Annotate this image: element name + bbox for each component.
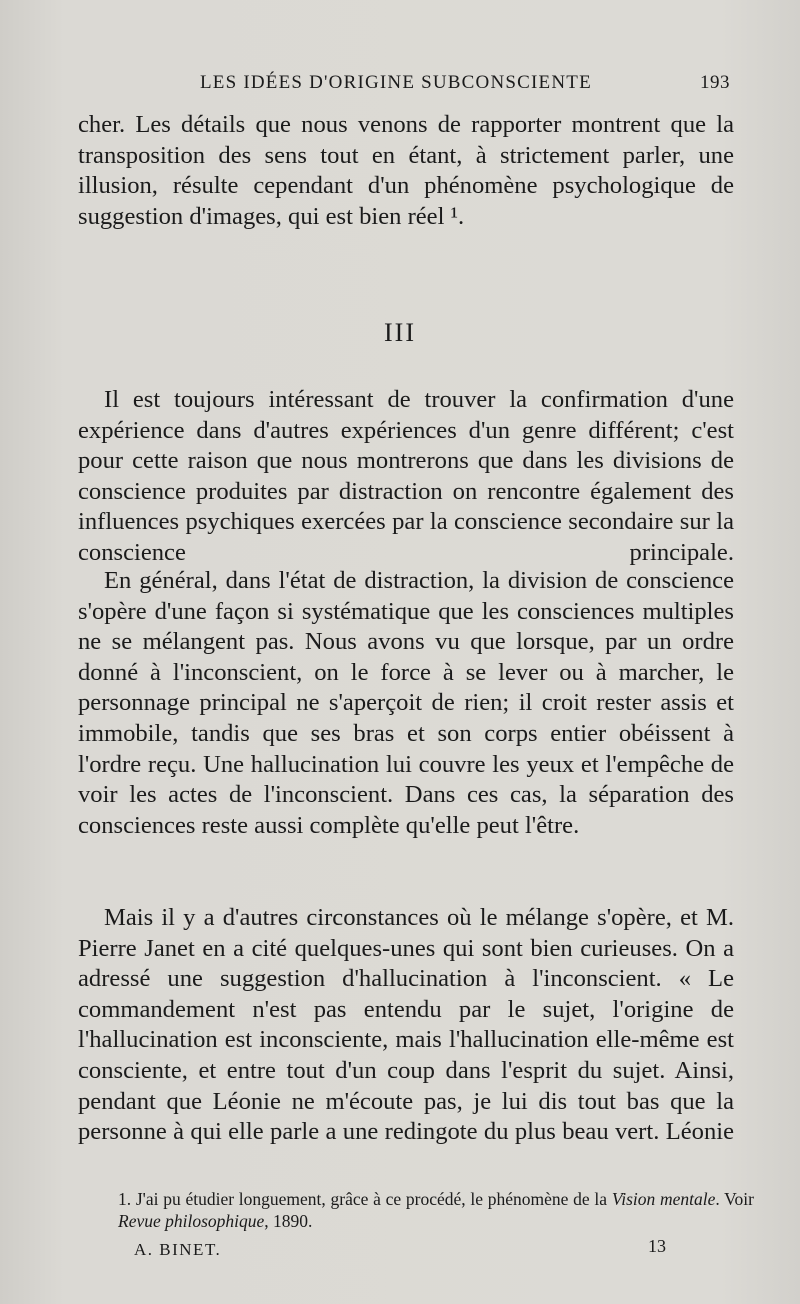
- footnote: [118, 1188, 754, 1232]
- running-title: LES IDÉES D'ORIGINE SUBCONSCIENTE: [200, 72, 592, 93]
- paragraph: Il est toujours intéressant de trouver la confirmation d'une expérience dans d'autres expériences d'un genre différent; c'est pour cette raison que nous montrerons que dans les divisions de conscience produites par distraction on rencontre également des influences psychiques exercées par la conscience secondaire sur la conscience principale.: [78, 386, 734, 566]
- footnote-marker: 1.: [118, 1189, 132, 1209]
- footer-author: A. BINET.: [134, 1240, 222, 1259]
- paragraph-continuation: cher. Les détails que nous venons de rapporter montrent que la transposition des sens tout en étant, à strictement parler, une illusion, résulte cependant d'un phénomène psychologique de suggestion d'images, qui est bien réel ¹.: [78, 111, 734, 230]
- footnote-text: J'ai pu étudier longuement, grâce à ce procédé, le phénomène de la: [135, 1189, 608, 1209]
- footnote-text: , 1890.: [264, 1211, 313, 1231]
- section-heading: III: [384, 318, 416, 347]
- paragraph: Mais il y a d'autres circonstances où le mélange s'opère, et M. Pierre Janet en a cité quelques-unes qui sont bien curieuses. On a adressé une suggestion d'hallucination à l'inconscient. « Le commandement n'est pas entendu par le sujet, l'origine de l'hallucination est inconsciente, mais l'hallucination elle-même est consciente, et entre tout d'un coup dans l'esprit du sujet. Ainsi, pendant que Léonie ne m'écoute pas, je lui dis tout bas que la personne à qui elle parle a une redingote du plus beau vert. Léonie: [78, 904, 734, 1146]
- paragraph: En général, dans l'état de distraction, la division de conscience s'opère d'une façon si systématique que les consciences multiples ne se mélangent pas. Nous avons vu que lorsque, par un ordre donné à l'inconscient, on le force à se lever ou à marcher, le personnage principal ne s'aperçoit de rien; il croit rester assis et immobile, tandis que ses bras et son corps entier obéissent à l'ordre reçu. Une hallucination lui couvre les yeux et l'empêche de voir les actes de l'inconscient. Dans ces cas, la séparation des consciences reste aussi complète qu'elle peut l'être.: [78, 567, 734, 839]
- footnote-text: . Voir: [715, 1189, 754, 1209]
- footnote-italic-title: Vision mentale: [611, 1189, 716, 1209]
- signature-mark: 13: [648, 1236, 666, 1256]
- footnote-journal: Revue philosophique: [118, 1211, 265, 1231]
- page-number: 193: [700, 72, 730, 93]
- running-header: [200, 72, 730, 98]
